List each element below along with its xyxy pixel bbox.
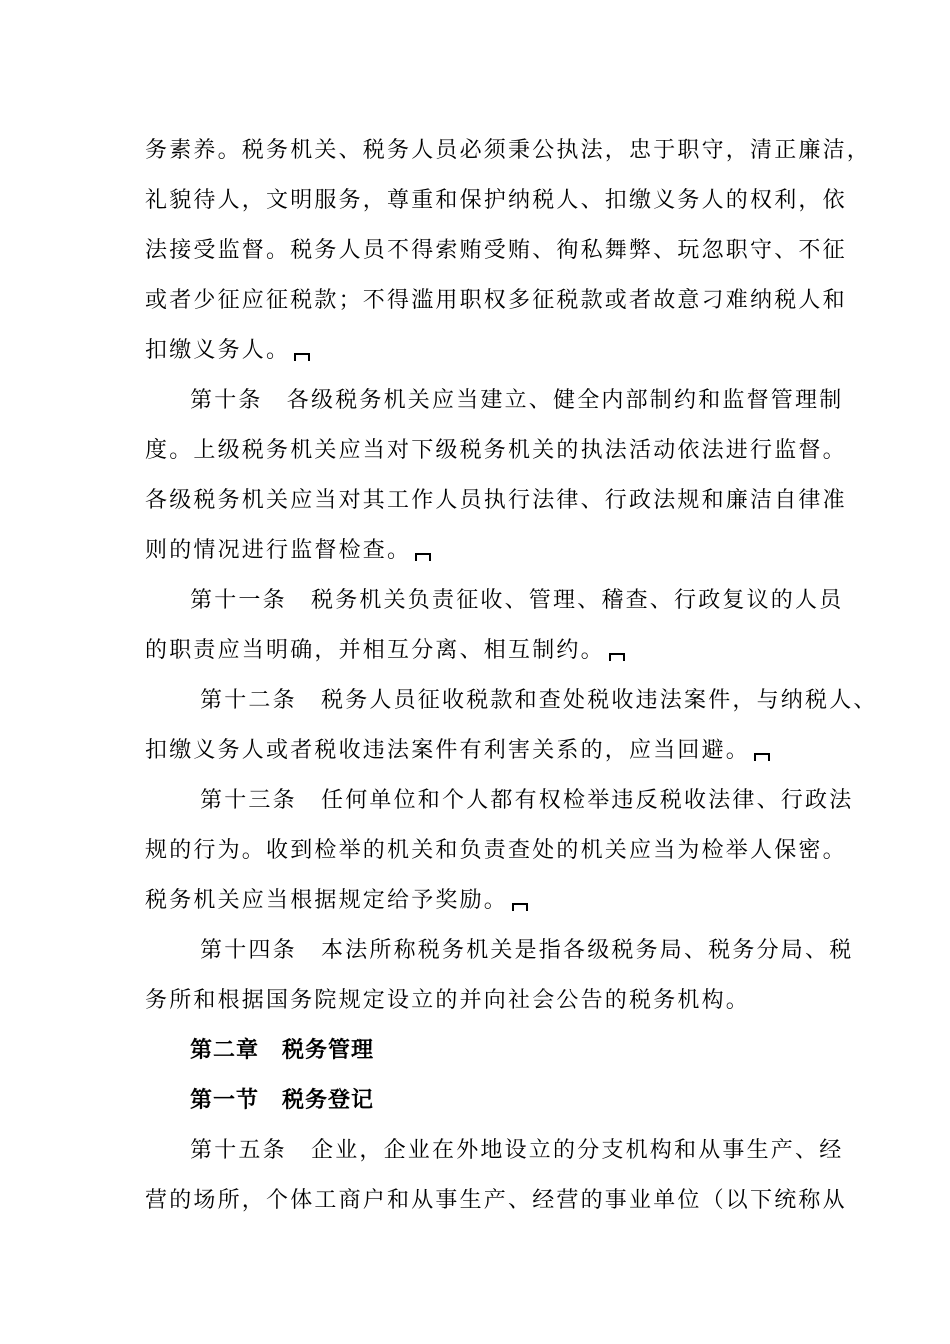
chapter-heading xyxy=(190,1037,374,1065)
article-12-line-2 xyxy=(145,737,770,765)
line-text: 规的行为。收到检举的机关和负责查处的机关应当为检举人保密。 xyxy=(145,838,847,863)
text-line-2 xyxy=(145,187,847,215)
line-text: 扣缴义务人。 xyxy=(145,338,291,363)
line-text: 税务机关应当根据规定给予奖励。 xyxy=(145,888,509,913)
line-text: 各级税务机关应当对其工作人员执行法律、行政法规和廉洁自律准 xyxy=(145,488,847,513)
article-10-line-1 xyxy=(190,387,843,415)
paragraph-mark-icon xyxy=(754,753,770,761)
article-11-line-1 xyxy=(190,587,843,615)
article-11-line-2 xyxy=(145,637,625,665)
article-14-line-2 xyxy=(145,987,750,1015)
text-line-1 xyxy=(145,137,871,165)
line-text: 第一节 税务登记 xyxy=(190,1088,375,1113)
section-heading xyxy=(190,1087,374,1115)
paragraph-mark-icon xyxy=(512,903,528,911)
paragraph-mark-icon xyxy=(415,553,431,561)
paragraph-mark-icon xyxy=(294,353,310,361)
article-10-line-2 xyxy=(145,437,847,465)
article-14-line-1 xyxy=(200,937,853,965)
article-13-line-3 xyxy=(145,887,528,915)
text-line-4 xyxy=(145,287,847,315)
line-text: 度。上级税务机关应当对下级税务机关的执法活动依法进行监督。 xyxy=(145,438,847,463)
line-text: 扣缴义务人或者税收违法案件有利害关系的，应当回避。 xyxy=(145,738,751,763)
line-text: 则的情况进行监督检查。 xyxy=(145,538,412,563)
line-text: 的职责应当明确，并相互分离、相互制约。 xyxy=(145,638,605,663)
line-text: 法接受监督。税务人员不得索贿受贿、徇私舞弊、玩忽职守、不征 xyxy=(145,238,847,263)
article-10-line-3 xyxy=(145,487,847,515)
article-12-line-1 xyxy=(200,687,878,715)
line-text: 务素养。税务机关、税务人员必须秉公执法，忠于职守，清正廉洁， xyxy=(145,138,872,163)
line-text: 第十三条 任何单位和个人都有权检举违反税收法律、行政法 xyxy=(200,788,854,813)
article-15-line-1 xyxy=(190,1137,843,1165)
paragraph-mark-icon xyxy=(609,653,625,661)
text-line-5 xyxy=(145,337,310,365)
article-13-line-2 xyxy=(145,837,847,865)
line-text: 第十一条 税务机关负责征收、管理、稽查、行政复议的人员 xyxy=(190,588,844,613)
line-text: 营的场所，个体工商户和从事生产、经营的事业单位（以下统称从 xyxy=(145,1188,847,1213)
line-text: 第十二条 税务人员征收税款和查处税收违法案件，与纳税人、 xyxy=(200,688,878,713)
article-15-line-2 xyxy=(145,1187,847,1215)
line-text: 第十五条 企业，企业在外地设立的分支机构和从事生产、经 xyxy=(190,1138,844,1163)
line-text: 务所和根据国务院规定设立的并向社会公告的税务机构。 xyxy=(145,988,751,1013)
article-10-line-4 xyxy=(145,537,431,565)
line-text: 或者少征应征税款；不得滥用职权多征税款或者故意刁难纳税人和 xyxy=(145,288,847,313)
line-text: 礼貌待人，文明服务，尊重和保护纳税人、扣缴义务人的权利，依 xyxy=(145,188,847,213)
text-line-3 xyxy=(145,237,847,265)
line-text: 第十四条 本法所称税务机关是指各级税务局、税务分局、税 xyxy=(200,938,854,963)
line-text: 第十条 各级税务机关应当建立、健全内部制约和监督管理制 xyxy=(190,388,844,413)
article-13-line-1 xyxy=(200,787,853,815)
line-text: 第二章 税务管理 xyxy=(190,1038,375,1063)
